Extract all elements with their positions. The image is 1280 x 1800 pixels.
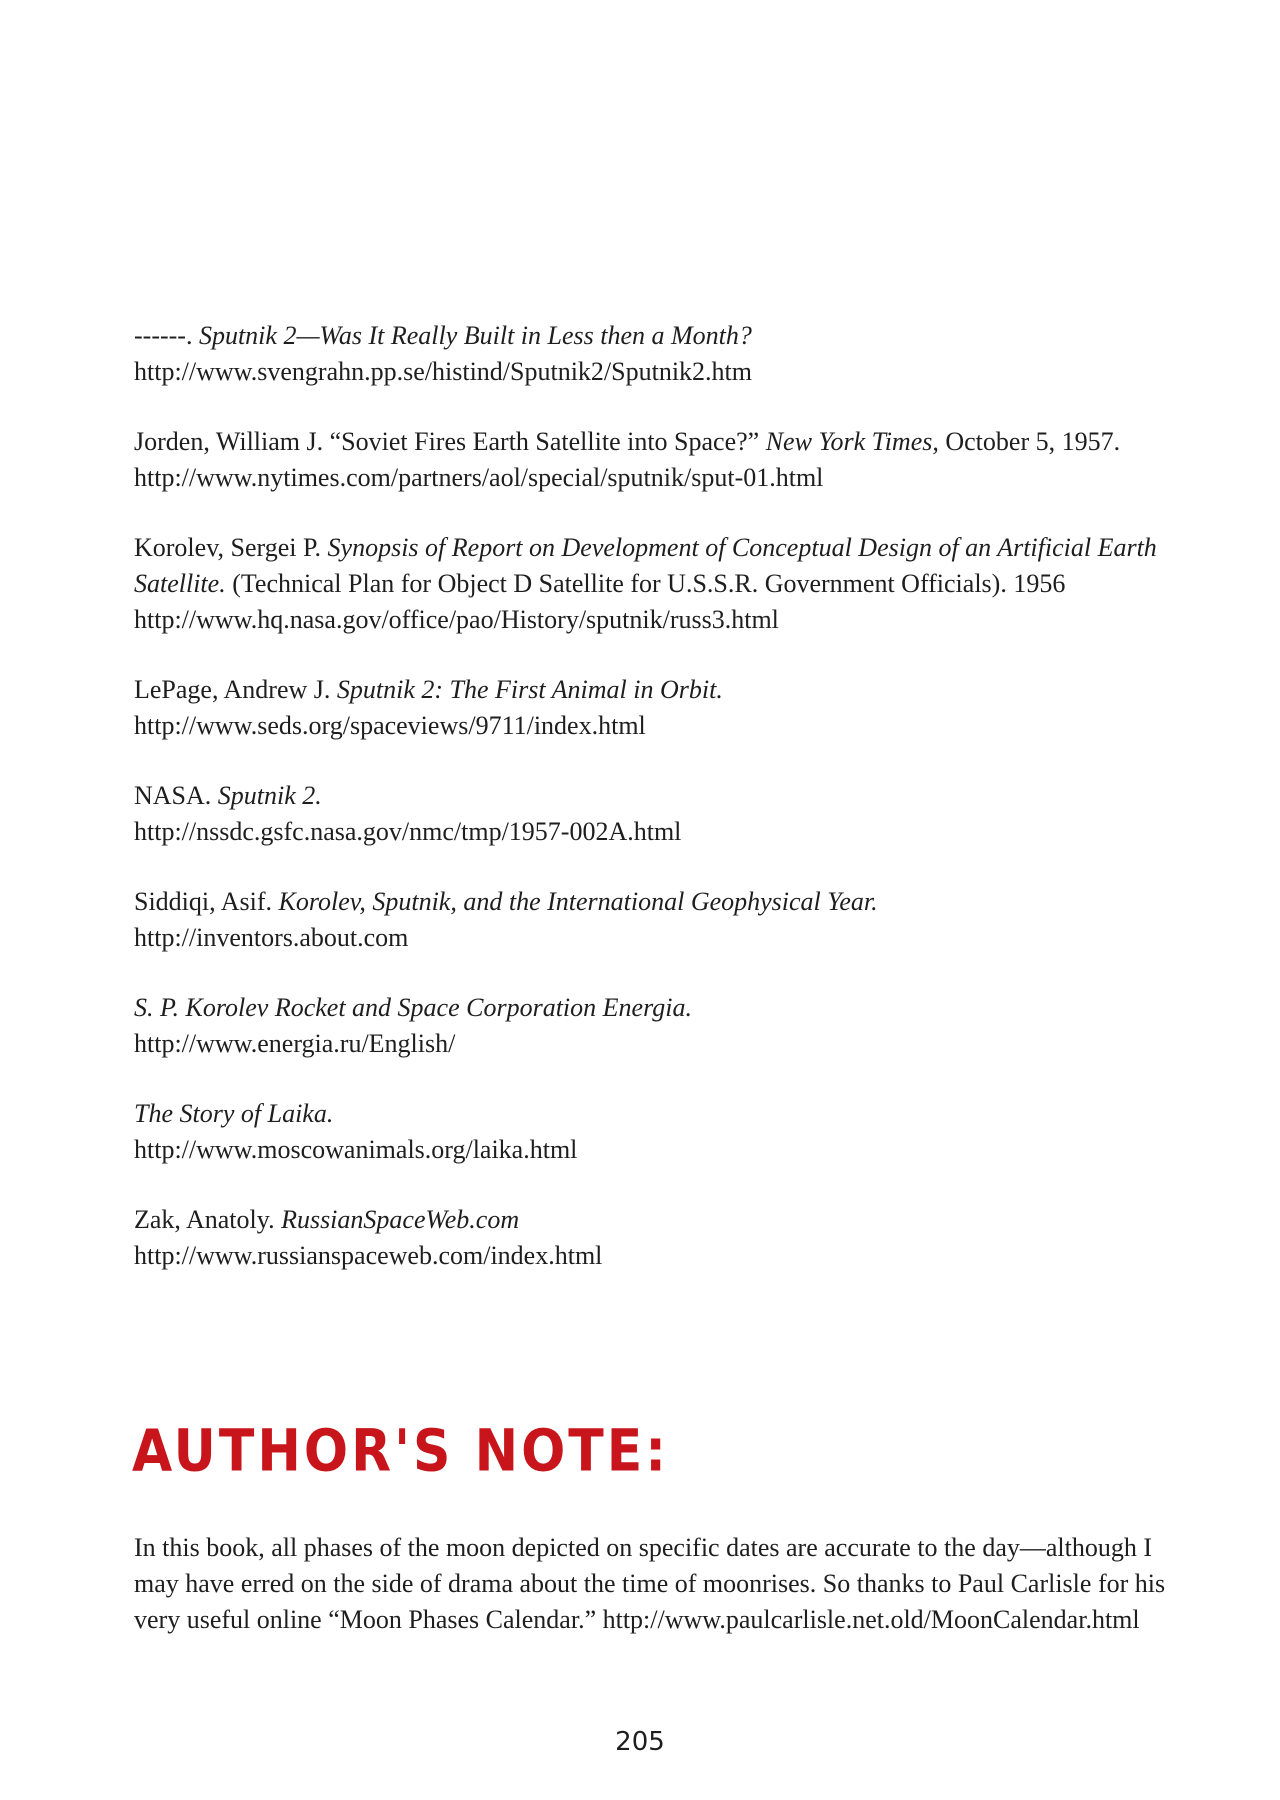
entry-url: http://www.nytimes.com/partners/aol/special/sputnik/sput-01.html <box>134 463 824 492</box>
entry-url: http://inventors.about.com <box>134 923 409 952</box>
bibliography-entry <box>134 1096 1174 1168</box>
entry-url: http://www.moscowanimals.org/laika.html <box>134 1135 578 1164</box>
entry-url: http://www.russianspaceweb.com/index.html <box>134 1241 603 1270</box>
entry-title: Sputnik 2. <box>217 781 322 810</box>
bibliography-entry <box>134 1202 1174 1274</box>
bibliography-entry <box>134 884 1174 956</box>
entry-title: The Story of Laika. <box>134 1099 334 1128</box>
entry-title: New York Times, <box>765 427 939 456</box>
entry-author: Jorden, William J. “Soviet Fires Earth Satellite into Space?” <box>134 427 766 456</box>
entry-title: Korolev, Sputnik, and the International Geophysical Year. <box>278 887 878 916</box>
bibliography-list <box>134 318 1174 1308</box>
entry-url: http://www.seds.org/spaceviews/9711/index.html <box>134 711 646 740</box>
entry-title: RussianSpaceWeb.com <box>281 1205 520 1234</box>
entry-author: ------. <box>134 321 199 350</box>
bibliography-entry <box>134 530 1174 638</box>
entry-url: http://nssdc.gsfc.nasa.gov/nmc/tmp/1957-002A.html <box>134 817 682 846</box>
entry-url: http://www.hq.nasa.gov/office/pao/History/sputnik/russ3.html <box>134 605 779 634</box>
entry-author: LePage, Andrew J. <box>134 675 337 704</box>
bibliography-entry <box>134 672 1174 744</box>
authors-note-body: In this book, all phases of the moon depicted on specific dates are accurate to the day—although I may have erred on the side of drama about the time of moonrises. So thanks to Paul Carlisle for his very useful online “Moon Phases Calendar.” http://www.paulcarlisle.net.old/MoonCalendar.html <box>134 1533 1166 1634</box>
entry-title: S. P. Korolev Rocket and Space Corporation Energia. <box>134 993 692 1022</box>
entry-author: Zak, Anatoly. <box>134 1205 282 1234</box>
authors-note-heading: AUTHOR'S NOTE: <box>132 1418 670 1486</box>
entry-details: October 5, 1957. <box>938 427 1121 456</box>
entry-url: http://www.energia.ru/English/ <box>134 1029 456 1058</box>
entry-title: Sputnik 2: The First Animal in Orbit. <box>336 675 723 704</box>
entry-details: (Technical Plan for Object D Satellite for U.S.S.R. Government Officials). 1956 <box>225 569 1066 598</box>
entry-author: NASA. <box>134 781 218 810</box>
bibliography-entry <box>134 318 1174 390</box>
bibliography-entry <box>134 424 1174 496</box>
page-number: 205 <box>615 1727 665 1757</box>
entry-url: http://www.svengrahn.pp.se/histind/Sputnik2/Sputnik2.htm <box>134 357 752 386</box>
entry-author: Korolev, Sergei P. <box>134 533 328 562</box>
bibliography-entry <box>134 990 1174 1062</box>
entry-author: Siddiqi, Asif. <box>134 887 279 916</box>
entry-title: Synopsis of Report on Development of Conceptual Design of an Artificial Earth Satellite. <box>134 533 1157 598</box>
bibliography-entry <box>134 778 1174 850</box>
entry-title: Sputnik 2—Was It Really Built in Less then a Month? <box>198 321 752 350</box>
